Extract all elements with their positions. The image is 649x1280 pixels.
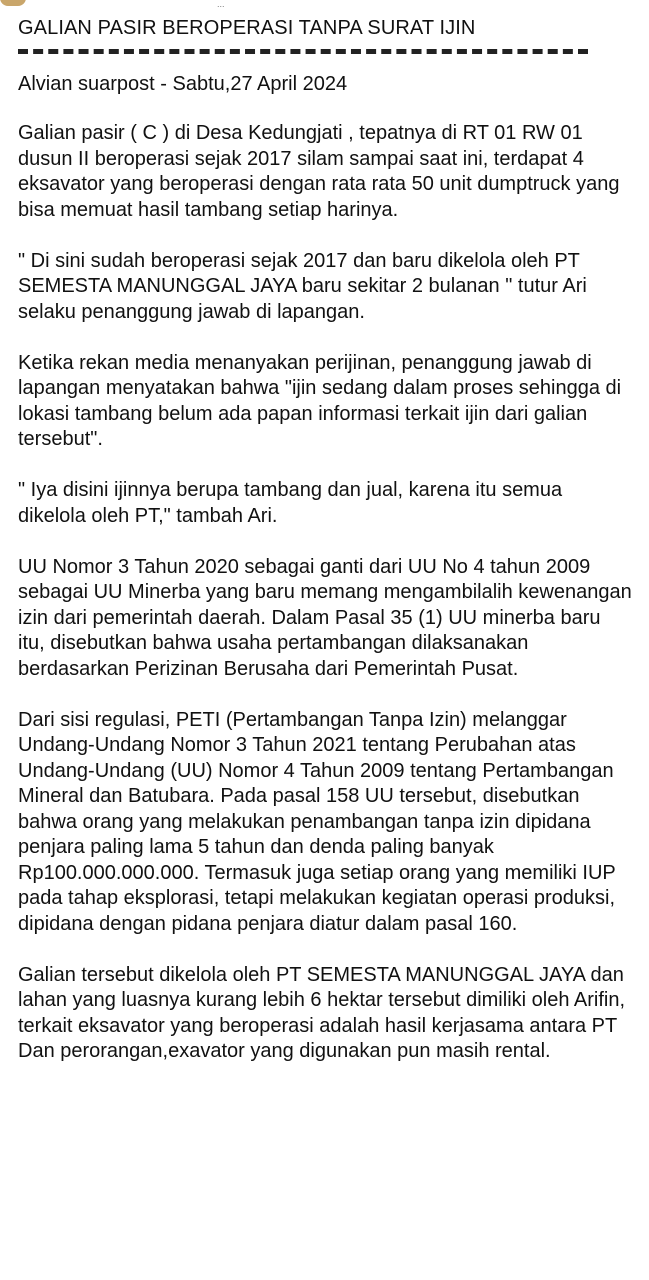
title-divider (18, 49, 588, 54)
article-paragraph: Galian pasir ( C ) di Desa Kedungjati , tepatnya di RT 01 RW 01 dusun II beroperasi sejak 2017 silam sampai saat ini, terdapat 4 eksavator yang beroperasi dengan rata rata 50 unit dumptruck yang bisa memuat hasil tambang setiap harinya. (18, 122, 620, 221)
top-image-fragment (0, 0, 26, 6)
article-paragraph: Ketika rekan media menanyakan perijinan, penanggung jawab di lapangan menyatakan bahwa "ijin sedang dalam proses sehingga di lokasi tambang belum ada papan informasi terkait ijin dari galian tersebut". (18, 351, 622, 450)
article-paragraph: " Di sini sudah beroperasi sejak 2017 dan baru dikelola oleh PT SEMESTA MANUNGGAL JAYA baru sekitar 2 bulanan " tutur Ari selaku penanggung jawab di lapangan. (18, 249, 587, 323)
article-body (18, 121, 632, 1065)
article-paragraph: UU Nomor 3 Tahun 2020 sebagai ganti dari UU No 4 tahun 2009 sebagai UU Minerba yang baru memang mengambilalih kewenangan izin dari pemerintah daerah. Dalam Pasal 35 (1) UU minerba baru itu, disebutkan bahwa usaha pertambangan dilaksanakan berdasarkan Perizinan Berusaha dari Pemerintah Pusat. (18, 555, 632, 680)
article-paragraph: " Iya disini ijinnya berupa tambang dan jual, karena itu semua dikelola oleh PT," tambah Ari. (18, 479, 563, 527)
article-paragraph: Galian tersebut dikelola oleh PT SEMESTA MANUNGGAL JAYA dan lahan yang luasnya kurang lebih 6 hektar tersebut dimiliki oleh Arifin, terkait eksavator yang beroperasi adalah hasil kerjasama antara PT Dan perorangan,exavator yang digunakan pun masih rental. (18, 963, 626, 1062)
article-title: GALIAN PASIR BEROPERASI TANPA SURAT IJIN (18, 17, 476, 39)
article-byline: Alvian suarpost - Sabtu,27 April 2024 (18, 73, 348, 95)
article-paragraph: Dari sisi regulasi, PETI (Pertambangan Tanpa Izin) melanggar Undang-Undang Nomor 3 Tahun 2021 tentang Perubahan atas Undang-Undang (UU) Nomor 4 Tahun 2009 tentang Pertambangan Mineral dan Batubara. Pada pasal 158 UU tersebut, disebutkan bahwa orang yang melakukan penambangan tanpa izin dipidana penjara paling lama 5 tahun dan denda paling banyak Rp100.000.000.000. Termasuk juga setiap orang yang memiliki IUP pada tahap eksplorasi, tetapi melakukan kegiatan operasi produksi, dipidana dengan pidana penjara diatur dalam pasal 160. (18, 708, 616, 935)
top-ellipsis-mark: ... (217, 0, 225, 9)
